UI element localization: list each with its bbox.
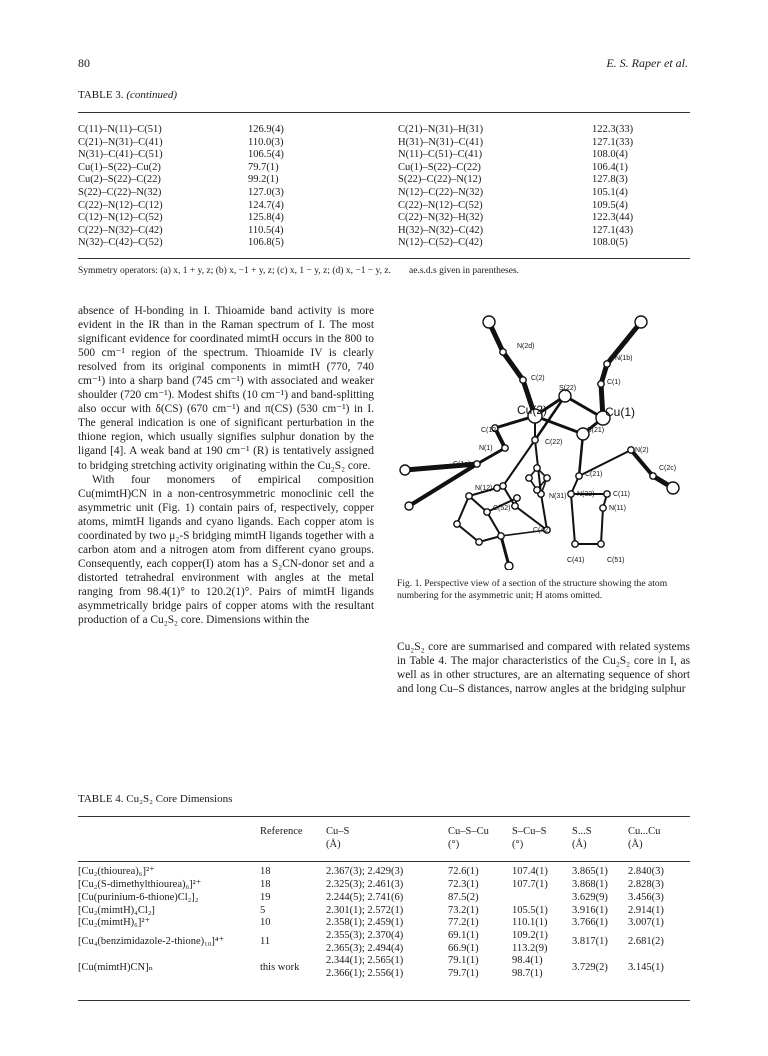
bond-line (571, 494, 575, 544)
cu-s-cu-angle: 72.3(1) (448, 879, 479, 891)
atom-ellipsoid (474, 461, 480, 467)
paragraph-cu2s2-core: Cu₂S₂ core are summarised and compared with related systems in Table 4. The major characteristics of the Cu₂S₂ core in I, as well as in other structures, are an alternating sequence of short and long Cu–S distances, narrow angles at the bridging sulphur (397, 641, 690, 696)
angle-label: C(12)–N(12)–C(52) (78, 212, 163, 224)
cu-s-cu-angle-line: 79.1(1) (448, 955, 479, 967)
table3-row (78, 212, 690, 225)
table3-bottom-rule (78, 258, 690, 259)
table3 (78, 124, 690, 250)
s-s-distance: 3.868(1) (572, 879, 608, 891)
header-top: S–Cu–S (512, 826, 547, 837)
cu-s-cu-angle-line: 66.9(1) (448, 942, 479, 954)
angle-value: 108.0(5) (592, 237, 628, 249)
header-top: Reference (260, 826, 303, 837)
reference: 11 (260, 936, 271, 948)
cu-cu-distance: 3.145(1) (628, 961, 664, 973)
reference: 19 (260, 891, 271, 903)
molecular-structure-diagram (397, 300, 690, 570)
s-s-distance: 3.817(1) (572, 936, 608, 948)
angle-value: 127.0(3) (248, 186, 284, 198)
angle-label: N(11)–C(51)–C(41) (398, 149, 483, 161)
compound-name: [Cu(purinium-6-thione)Cl₂]₂ (78, 891, 199, 903)
table4-header-row (78, 817, 690, 862)
atom-ellipsoid (576, 473, 582, 479)
angle-label: C(22)–N(12)–C(12) (78, 199, 163, 211)
atom-ellipsoid (476, 539, 482, 545)
atom-label: C(41) (567, 557, 585, 564)
s-cu-s-angle-line: 113.2(9) (512, 942, 548, 954)
angle-value: 122.3(33) (592, 124, 634, 135)
atom-label: N(12) (475, 485, 493, 492)
compound-name: [Cu₂(mimtH)₆]²⁺ (78, 917, 151, 929)
reference: 5 (260, 904, 266, 916)
cu-cu-distance: 3.007(1) (628, 917, 664, 929)
angle-value: 127.8(3) (592, 174, 628, 186)
angle-value: 126.9(4) (248, 124, 284, 135)
atom-label: N(2) (635, 447, 649, 454)
atom-ellipsoid (512, 503, 518, 509)
table3-row (78, 237, 690, 250)
angle-label: N(12)–C(22)–N(32) (398, 186, 484, 198)
table4-row (78, 917, 690, 930)
atom-ellipsoid (598, 381, 604, 387)
table3-row (78, 187, 690, 200)
cu-s-distance: 2.325(3); 2.461(3) (326, 879, 404, 891)
bond-line (487, 512, 501, 536)
paragraph-structure: With four monomers of empirical composition Cu(mimtH)CN in a non-centrosymmetric monoclinic cell the asymmetric unit (Fig. 1) contain pairs of, respectively, copper atoms, mimtH ligands and cyano ligands. Each copper atom is coordinated by two μ₂-S bridging mimtH ligands together with a carbon atom and a nitrogen atom from different cyano groups. Consequently, each copper(I) atom has a S₂CN-donor set and a distorted tetrahedral environment with angles at the metal ranging from 98.4(1)° to 120.2(1)°. Pairs of mimtH ligands asymmetrically bridge pairs of copper atoms with the resultant production of a Cu₂S₂ core. Dimensions within the (78, 473, 374, 627)
angle-value: 127.1(33) (592, 136, 634, 148)
cu-s-cu-angle: 87.5(2) (448, 891, 479, 903)
atom-ellipsoid (400, 465, 410, 475)
s-cu-s-angle: 107.4(1) (512, 866, 548, 878)
header-top: S...S (572, 826, 592, 837)
angle-value: 105.1(4) (592, 186, 628, 198)
atom-label: N(31) (549, 493, 567, 500)
atom-label: C(2) (531, 375, 545, 382)
atom-label: C(51) (607, 557, 625, 564)
table3-caption (78, 89, 177, 101)
atom-label: C(52) (493, 505, 511, 512)
angle-value: 125.8(4) (248, 212, 284, 224)
angle-label: N(12)–C(52)–C(42) (398, 237, 483, 249)
cu-s-distance (326, 930, 448, 955)
atom-label: N(32) (577, 491, 595, 498)
table3-row (78, 149, 690, 162)
cu-cu-distance: 2.828(3) (628, 879, 664, 891)
cu-s-distance: 2.301(1); 2.572(1) (326, 904, 404, 916)
angle-value: 106.5(4) (248, 149, 284, 161)
atom-ellipsoid (572, 541, 578, 547)
cu-cu-distance: 2.681(2) (628, 936, 664, 948)
cu-s-cu-angle-line: 79.7(1) (448, 968, 479, 980)
atom-label: N(11) (609, 505, 626, 512)
table4-caption: TABLE 4. Cu₂S₂ Core Dimensions (78, 793, 233, 805)
s-cu-s-angle (512, 892, 572, 905)
s-cu-s-angle (512, 955, 572, 980)
atom-ellipsoid (454, 521, 460, 527)
atom-ellipsoid (628, 447, 634, 453)
cu-s-distance-line: 2.344(1); 2.565(1) (326, 955, 404, 967)
header-top: Cu–S (326, 826, 350, 837)
cu-s-distance-line: 2.366(1); 2.556(1) (326, 968, 404, 980)
atom-ellipsoid (505, 562, 513, 570)
table4-column-header (448, 817, 512, 862)
right-column-text (397, 640, 690, 696)
s-s-distance: 3.766(1) (572, 917, 608, 929)
atom-label: Cu(2) (517, 403, 548, 417)
angle-value: 99.2(1) (248, 174, 279, 186)
bond-line (601, 508, 603, 544)
cu-s-distance-line: 2.365(3); 2.494(4) (326, 942, 404, 954)
reference: 18 (260, 879, 271, 891)
atom-label: C(11) (613, 491, 630, 498)
header-top: Cu–S–Cu (448, 826, 489, 837)
figure-1 (397, 300, 690, 570)
compound-name: [Cu(mimtH)CN]ₙ (78, 961, 154, 973)
atom-ellipsoid (598, 541, 604, 547)
angle-label: C(22)–N(32)–H(32) (398, 212, 484, 224)
atom-ellipsoid (534, 487, 540, 493)
header-unit: (Å) (628, 838, 643, 850)
table4-column-header (572, 817, 628, 862)
angle-label: C(22)–N(32)–C(42) (78, 224, 163, 236)
atom-label: C(22) (545, 439, 563, 446)
table4-row (78, 930, 690, 955)
paragraph-ir-raman: absence of H-bonding in I. Thioamide band activity is more evident in the IR than in the Raman spectrum of I. The most significant evidence for coordinated mimtH occurs in the 800 to 500 cm⁻¹ region of the spectrum. Thioamide IV is clearly resolved from its original components in mimtH (770, 740 cm⁻¹) into a sharp band (745 cm⁻¹) with associated and weaker shoulder (720 cm⁻¹). Modest shifts (10 cm⁻¹) and band-splitting also occur with δ(CS) (670 cm⁻¹) and π(CS) (530 cm⁻¹) in I. The general indication is one of significant perturbation in the thione region, which usually signifies sulphur donation by the ligand [4]. A weak band at 190 cm⁻¹ (R) is tentatively assigned to bridging stretching activity originating within the Cu₂S₂ core. (78, 305, 374, 472)
s-s-distance: 3.865(1) (572, 866, 608, 878)
s-cu-s-angle: 107.7(1) (512, 879, 548, 891)
table3-caption-continued: (continued) (126, 89, 178, 101)
atom-ellipsoid (600, 505, 606, 511)
atom-label: C(2c) (659, 465, 677, 472)
cu-cu-distance: 2.840(3) (628, 866, 664, 878)
reference: 10 (260, 917, 271, 929)
s-cu-s-angle-line: 109.2(1) (512, 929, 548, 941)
cu-s-cu-angle-line: 69.1(1) (448, 929, 479, 941)
angle-label: Cu(1)–S(22)–Cu(2) (78, 161, 161, 173)
angle-value: 122.3(44) (592, 212, 634, 224)
header-unit: (°) (448, 838, 460, 850)
angle-value: 110.5(4) (248, 224, 284, 236)
angle-value: 106.8(5) (248, 237, 284, 249)
table3-caption-label: TABLE 3. (78, 89, 124, 101)
angle-label: Cu(2)–S(22)–C(22) (78, 174, 161, 186)
angle-label: S(22)–C(22)–N(12) (398, 174, 482, 186)
table3-row (78, 200, 690, 213)
table3-top-rule (78, 112, 690, 113)
table3-row (78, 225, 690, 238)
atom-ellipsoid (500, 349, 506, 355)
angle-value: 108.0(4) (592, 149, 628, 161)
esd-note: ae.s.d.s given in parentheses. (409, 266, 520, 276)
atom-ellipsoid (650, 473, 656, 479)
table3-row (78, 162, 690, 175)
cu-s-distance-line: 2.355(3); 2.370(4) (326, 929, 404, 941)
reference: 18 (260, 866, 271, 878)
atom-ellipsoid (667, 482, 679, 494)
atom-ellipsoid (494, 485, 500, 491)
atom-ellipsoid (604, 361, 610, 367)
atom-label: C(1) (607, 379, 621, 386)
atom-label: C(42) (533, 527, 551, 534)
table4 (78, 817, 690, 981)
s-cu-s-angle (512, 930, 572, 955)
atom-ellipsoid (483, 316, 495, 328)
angle-label: S(22)–C(22)–N(32) (78, 186, 162, 198)
table4-row (78, 955, 690, 980)
atom-label: N(1) (479, 445, 493, 452)
cu-s-cu-angle: 73.2(1) (448, 904, 479, 916)
s-s-distance: 3.729(2) (572, 961, 608, 973)
running-head: E. S. Raper et al. (606, 56, 688, 70)
angle-value: 127.1(43) (592, 224, 634, 236)
atom-ellipsoid (520, 377, 526, 383)
header-top: Cu...Cu (628, 826, 661, 837)
atom-ellipsoid (532, 437, 538, 443)
cu-s-distance: 2.358(1); 2.459(1) (326, 917, 404, 929)
atom-ellipsoid (544, 475, 550, 481)
cu-s-distance: 2.244(5); 2.741(6) (326, 891, 404, 903)
table4-bottom-rule (78, 1000, 690, 1001)
angle-value: 106.4(1) (592, 161, 628, 173)
angle-value: 124.7(4) (248, 199, 284, 211)
s-cu-s-angle-line: 98.7(1) (512, 968, 543, 980)
atom-ellipsoid (502, 445, 508, 451)
angle-label: Cu(1)–S(22)–C(22) (398, 161, 481, 173)
cu-s-distance (326, 955, 448, 980)
s-cu-s-angle-line: 98.4(1) (512, 955, 543, 967)
angle-label: N(31)–C(41)–C(51) (78, 149, 163, 161)
bond-line (503, 352, 523, 380)
angle-label: C(21)–N(31)–H(31) (398, 124, 484, 135)
table4-row (78, 879, 690, 892)
s-s-distance: 3.916(1) (572, 904, 608, 916)
atom-label: C(21) (585, 471, 603, 478)
atom-ellipsoid (568, 491, 574, 497)
bond-line (457, 524, 479, 542)
header-unit: (°) (512, 838, 524, 850)
header-unit: (Å) (572, 838, 587, 850)
figure-1-caption: Fig. 1. Perspective view of a section of the structure showing the atom numbering for the asymmetric unit; H atoms omitted. (397, 578, 668, 601)
cu-s-cu-angle (448, 930, 512, 955)
table3-row (78, 174, 690, 187)
page-number: 80 (78, 56, 90, 70)
left-column-text (78, 304, 374, 627)
s-s-distance: 3.629(9) (572, 891, 608, 903)
atom-label: C(1a) (453, 461, 471, 468)
atom-ellipsoid (514, 495, 520, 501)
atom-ellipsoid (534, 465, 540, 471)
atom-label: S(22) (559, 385, 577, 392)
bond-line (457, 496, 469, 524)
cu-s-cu-angle: 72.6(1) (448, 866, 479, 878)
table3-row (78, 124, 690, 137)
atom-label: N(1b) (615, 355, 633, 362)
cu-cu-distance: 3.456(3) (628, 891, 664, 903)
cu-s-distance: 2.367(3); 2.429(3) (326, 866, 404, 878)
bond-line (541, 494, 547, 530)
angle-label: H(31)–N(31)–C(41) (398, 136, 484, 148)
table4-column-header (628, 817, 690, 862)
atom-label: S(21) (587, 427, 605, 434)
angle-value: 110.0(3) (248, 136, 284, 148)
atom-ellipsoid (405, 502, 413, 510)
angle-value: 109.5(4) (592, 199, 628, 211)
s-cu-s-angle: 105.5(1) (512, 904, 548, 916)
atom-label: C(12) (481, 427, 499, 434)
atom-label: N(2d) (517, 343, 535, 350)
angle-value: 79.7(1) (248, 161, 279, 173)
cu-s-cu-angle: 77.2(1) (448, 917, 479, 929)
table3-footnotes (78, 266, 690, 276)
table4-column-header (326, 817, 448, 862)
angle-label: C(21)–N(31)–C(41) (78, 136, 163, 148)
table4-row (78, 892, 690, 905)
angle-label: C(22)–N(12)–C(52) (398, 199, 483, 211)
atom-ellipsoid (635, 316, 647, 328)
table4-column-header (78, 817, 260, 862)
reference: this work (260, 961, 300, 973)
atom-ellipsoid (526, 475, 532, 481)
compound-name: [Cu₂(S-dimethylthiourea)₆]²⁺ (78, 879, 202, 891)
compound-name: [Cu₂(mimtH)₄Cl₂] (78, 904, 155, 916)
cu-cu-distance: 2.914(1) (628, 904, 664, 916)
angle-label: N(32)–C(42)–C(52) (78, 237, 163, 249)
compound-name: [Cu₄(benzimidazole-2-thione)₁₀]⁴⁺ (78, 936, 225, 948)
symmetry-operators-note: Symmetry operators: (a) x, 1 + y, z; (b) x, −1 + y, z; (c) x, 1 − y, z; (d) x, −1 − y, z. (78, 266, 392, 276)
table4-row (78, 905, 690, 918)
table4-column-header (512, 817, 572, 862)
table4-row (78, 866, 690, 879)
cu-s-cu-angle (448, 955, 512, 980)
s-cu-s-angle: 110.1(1) (512, 917, 548, 929)
atom-ellipsoid (604, 491, 610, 497)
header-unit: (Å) (326, 838, 341, 850)
atom-label: Cu(1) (605, 405, 636, 419)
atom-ellipsoid (498, 533, 504, 539)
atom-ellipsoid (466, 493, 472, 499)
atom-ellipsoid (484, 509, 490, 515)
table3-row (78, 137, 690, 150)
angle-label: H(32)–N(32)–C(42) (398, 224, 484, 236)
table4-column-header (260, 817, 326, 862)
angle-label: C(11)–N(11)–C(51) (78, 124, 162, 135)
compound-name: [Cu₂(thiourea)₆]²⁺ (78, 866, 155, 878)
